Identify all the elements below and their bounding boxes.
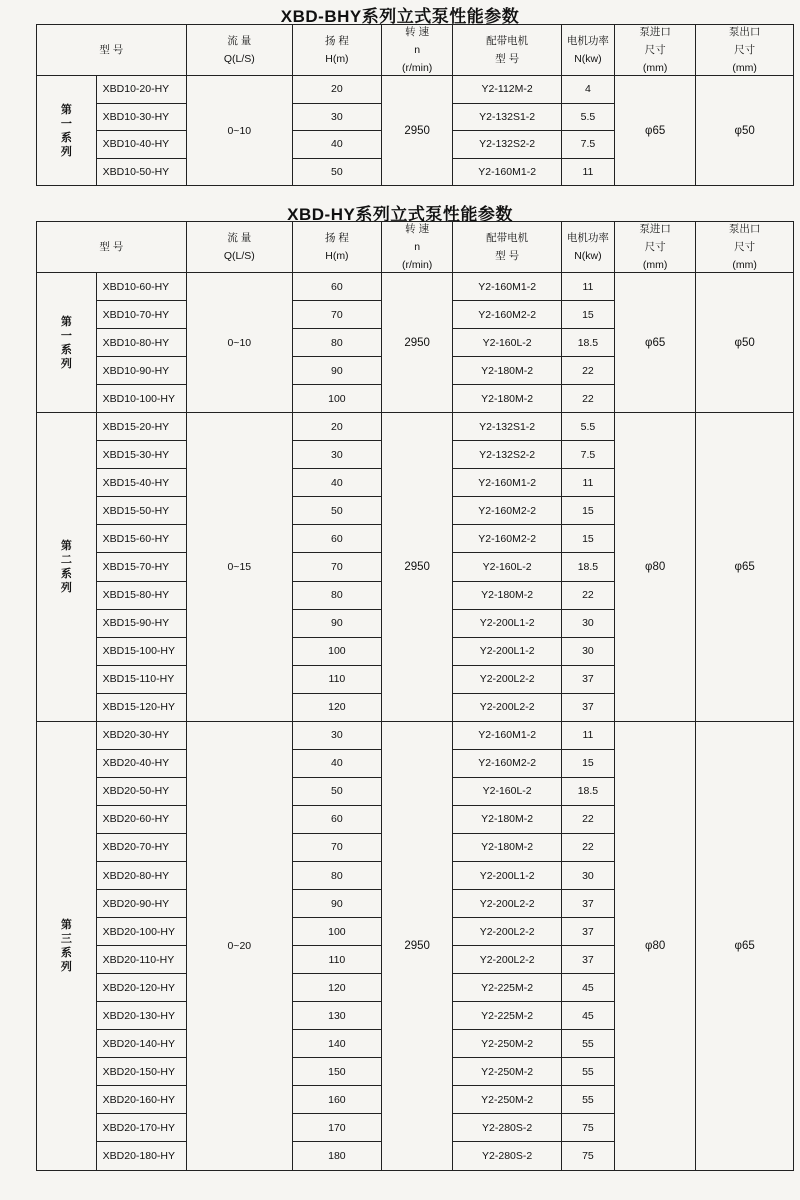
flow-cell: 0~10 (186, 273, 292, 413)
motor-cell: Y2-180M-2 (453, 581, 561, 609)
head-cell: 30 (292, 441, 381, 469)
head-cell: 50 (292, 497, 381, 525)
model-cell: XBD10-90-HY (96, 357, 186, 385)
head-cell: 40 (292, 131, 381, 159)
model-cell: XBD15-60-HY (96, 525, 186, 553)
table-row (37, 721, 794, 749)
head-header-head-unit: H(m) (325, 250, 349, 262)
speed-header (381, 222, 453, 273)
power-cell: 37 (561, 918, 614, 946)
head-cell: 130 (292, 1002, 381, 1030)
outlet-header-outlet-name: 泵出口 (728, 223, 761, 235)
power-cell: 37 (561, 665, 614, 693)
header-row (37, 25, 794, 76)
series-label (37, 273, 97, 413)
motor-header-motor-name: 配带电机 (486, 232, 529, 244)
power-header-power-name: 电机功率 (566, 35, 609, 47)
model-cell: XBD10-30-HY (96, 103, 186, 131)
power-cell: 55 (561, 1086, 614, 1114)
head-cell: 20 (292, 413, 381, 441)
model-cell: XBD15-110-HY (96, 665, 186, 693)
head-cell: 20 (292, 76, 381, 104)
series-char: 系 (60, 131, 72, 144)
power-cell: 22 (561, 385, 614, 413)
model-header (37, 25, 187, 76)
model-cell: XBD20-150-HY (96, 1058, 186, 1086)
motor-cell: Y2-200L1-2 (453, 609, 561, 637)
motor-cell: Y2-132S1-2 (453, 413, 561, 441)
inlet-header-inlet-name: 泵进口 (639, 26, 671, 38)
inlet-cell: φ65 (615, 76, 696, 186)
model-cell: XBD20-90-HY (96, 890, 186, 918)
power-cell: 11 (561, 721, 614, 749)
power-cell: 45 (561, 974, 614, 1002)
header-row (37, 222, 794, 273)
motor-cell: Y2-112M-2 (453, 76, 561, 104)
model-cell: XBD10-80-HY (96, 329, 186, 357)
inlet-cell: φ80 (615, 721, 696, 1170)
motor-cell: Y2-250M-2 (453, 1030, 561, 1058)
outlet-header-outlet-name: 泵出口 (728, 26, 761, 38)
power-cell: 5.5 (561, 103, 614, 131)
model-cell: XBD20-180-HY (96, 1142, 186, 1170)
power-header-power-unit: N(kw) (574, 250, 602, 262)
motor-cell: Y2-250M-2 (453, 1058, 561, 1086)
model-cell: XBD20-120-HY (96, 974, 186, 1002)
inlet-header-inlet-name: 泵进口 (639, 223, 671, 235)
head-cell: 80 (292, 581, 381, 609)
model-cell: XBD20-70-HY (96, 833, 186, 861)
outlet-cell: φ65 (696, 413, 794, 722)
model-header-label: 型 号 (99, 44, 124, 56)
head-cell: 90 (292, 357, 381, 385)
head-cell: 70 (292, 301, 381, 329)
head-cell: 70 (292, 833, 381, 861)
motor-cell: Y2-160M2-2 (453, 301, 561, 329)
head-cell: 110 (292, 946, 381, 974)
speed-header-speed-symbol: n (414, 44, 421, 56)
flow-header-flow-unit: Q(L/S) (223, 250, 255, 262)
motor-cell: Y2-160M1-2 (453, 721, 561, 749)
power-cell: 30 (561, 609, 614, 637)
power-cell: 11 (561, 469, 614, 497)
series-char: 系 (60, 567, 72, 580)
head-cell: 140 (292, 1030, 381, 1058)
motor-cell: Y2-200L2-2 (453, 918, 561, 946)
motor-header (453, 222, 561, 273)
power-cell: 45 (561, 1002, 614, 1030)
speed-cell: 2950 (381, 721, 453, 1170)
series-label (37, 413, 97, 722)
head-header-head-name: 扬 程 (324, 232, 349, 244)
model-cell: XBD20-110-HY (96, 946, 186, 974)
head-cell: 100 (292, 918, 381, 946)
model-cell: XBD20-100-HY (96, 918, 186, 946)
model-cell: XBD15-70-HY (96, 553, 186, 581)
power-cell: 5.5 (561, 413, 614, 441)
power-cell: 4 (561, 76, 614, 104)
head-cell: 80 (292, 861, 381, 889)
head-cell: 40 (292, 749, 381, 777)
motor-cell: Y2-280S-2 (453, 1114, 561, 1142)
model-cell: XBD10-60-HY (96, 273, 186, 301)
motor-cell: Y2-160L-2 (453, 553, 561, 581)
model-cell: XBD20-40-HY (96, 749, 186, 777)
head-header (292, 222, 381, 273)
series-char: 第 (60, 918, 72, 931)
model-cell: XBD20-160-HY (96, 1086, 186, 1114)
head-cell: 60 (292, 525, 381, 553)
head-header-head-name: 扬 程 (324, 35, 349, 47)
model-cell: XBD20-130-HY (96, 1002, 186, 1030)
motor-cell: Y2-160M2-2 (453, 749, 561, 777)
model-cell: XBD20-30-HY (96, 721, 186, 749)
series-char: 一 (60, 117, 72, 130)
table2-title: XBD-HY系列立式泵性能参数 (287, 205, 513, 224)
motor-cell: Y2-200L2-2 (453, 665, 561, 693)
motor-cell: Y2-180M-2 (453, 833, 561, 861)
motor-cell: Y2-160M1-2 (453, 469, 561, 497)
head-cell: 90 (292, 609, 381, 637)
motor-cell: Y2-132S1-2 (453, 103, 561, 131)
model-cell: XBD10-70-HY (96, 301, 186, 329)
inlet-header (615, 222, 696, 273)
power-header-power-name: 电机功率 (566, 232, 609, 244)
head-cell: 30 (292, 103, 381, 131)
model-cell: XBD15-80-HY (96, 581, 186, 609)
motor-cell: Y2-160M1-2 (453, 158, 561, 186)
motor-cell: Y2-160M2-2 (453, 525, 561, 553)
series-char: 系 (60, 946, 72, 959)
power-cell: 30 (561, 637, 614, 665)
power-cell: 11 (561, 158, 614, 186)
motor-cell: Y2-180M-2 (453, 385, 561, 413)
motor-cell: Y2-250M-2 (453, 1086, 561, 1114)
motor-cell: Y2-200L1-2 (453, 861, 561, 889)
model-cell: XBD15-30-HY (96, 441, 186, 469)
power-cell: 11 (561, 273, 614, 301)
outlet-header-outlet-unit: (mm) (732, 62, 757, 74)
power-cell: 22 (561, 357, 614, 385)
series-char: 第 (60, 315, 72, 328)
motor-cell: Y2-200L2-2 (453, 693, 561, 721)
head-cell: 160 (292, 1086, 381, 1114)
head-cell: 70 (292, 553, 381, 581)
model-cell: XBD10-50-HY (96, 158, 186, 186)
power-cell: 75 (561, 1142, 614, 1170)
model-cell: XBD15-90-HY (96, 609, 186, 637)
power-cell: 22 (561, 581, 614, 609)
table-row (37, 76, 794, 104)
head-cell: 110 (292, 665, 381, 693)
model-cell: XBD20-60-HY (96, 805, 186, 833)
model-cell: XBD20-140-HY (96, 1030, 186, 1058)
inlet-header-inlet-size: 尺寸 (644, 44, 666, 56)
flow-cell: 0~15 (186, 413, 292, 722)
power-header (561, 25, 614, 76)
speed-header-speed-symbol: n (414, 241, 421, 253)
table-row (37, 413, 794, 441)
motor-cell: Y2-180M-2 (453, 805, 561, 833)
series-char: 列 (60, 145, 72, 158)
series-char: 列 (60, 960, 72, 973)
inlet-cell: φ65 (615, 273, 696, 413)
inlet-header (615, 25, 696, 76)
power-cell: 18.5 (561, 553, 614, 581)
head-cell: 30 (292, 721, 381, 749)
inlet-header-inlet-size: 尺寸 (644, 241, 666, 253)
series-char: 一 (60, 329, 72, 342)
power-cell: 37 (561, 946, 614, 974)
flow-header-flow-unit: Q(L/S) (223, 53, 255, 65)
power-cell: 37 (561, 693, 614, 721)
power-cell: 18.5 (561, 777, 614, 805)
head-cell: 120 (292, 974, 381, 1002)
motor-cell: Y2-160L-2 (453, 329, 561, 357)
head-cell: 90 (292, 890, 381, 918)
model-header (37, 222, 187, 273)
power-cell: 22 (561, 833, 614, 861)
motor-cell: Y2-200L2-2 (453, 946, 561, 974)
power-cell: 7.5 (561, 131, 614, 159)
head-cell: 50 (292, 158, 381, 186)
power-cell: 15 (561, 525, 614, 553)
motor-cell: Y2-132S2-2 (453, 131, 561, 159)
model-cell: XBD15-50-HY (96, 497, 186, 525)
power-cell: 30 (561, 861, 614, 889)
outlet-header-outlet-unit: (mm) (732, 259, 757, 271)
series-char: 列 (60, 581, 72, 594)
series-char: 系 (60, 343, 72, 356)
model-cell: XBD20-170-HY (96, 1114, 186, 1142)
table2 (36, 221, 794, 1171)
motor-cell: Y2-225M-2 (453, 974, 561, 1002)
model-cell: XBD20-50-HY (96, 777, 186, 805)
model-cell: XBD10-20-HY (96, 76, 186, 104)
outlet-header-outlet-size: 尺寸 (734, 241, 756, 253)
model-cell: XBD10-40-HY (96, 131, 186, 159)
series-char: 第 (60, 539, 72, 552)
outlet-header (696, 222, 794, 273)
model-cell: XBD20-80-HY (96, 861, 186, 889)
motor-cell: Y2-160L-2 (453, 777, 561, 805)
speed-header-speed-name: 转 速 (405, 223, 430, 235)
motor-header-motor-model: 型 号 (495, 250, 520, 262)
head-cell: 170 (292, 1114, 381, 1142)
speed-header-speed-unit: (r/min) (401, 62, 433, 74)
head-cell: 120 (292, 693, 381, 721)
flow-cell: 0~20 (186, 721, 292, 1170)
head-cell: 50 (292, 777, 381, 805)
inlet-header-inlet-unit: (mm) (642, 62, 668, 74)
speed-header-speed-unit: (r/min) (401, 259, 433, 271)
motor-cell: Y2-160M2-2 (453, 497, 561, 525)
series-label (37, 76, 97, 186)
speed-header-speed-name: 转 速 (405, 26, 430, 38)
motor-cell: Y2-280S-2 (453, 1142, 561, 1170)
head-cell: 150 (292, 1058, 381, 1086)
table-row (37, 273, 794, 301)
speed-cell: 2950 (381, 413, 453, 722)
power-cell: 7.5 (561, 441, 614, 469)
outlet-header-outlet-size: 尺寸 (734, 44, 756, 56)
flow-header-flow-name: 流 量 (227, 232, 252, 244)
power-cell: 18.5 (561, 329, 614, 357)
power-cell: 15 (561, 749, 614, 777)
head-cell: 60 (292, 273, 381, 301)
motor-header-motor-name: 配带电机 (486, 35, 529, 47)
power-cell: 15 (561, 497, 614, 525)
table1-title: XBD-BHY系列立式泵性能参数 (280, 7, 520, 26)
head-cell: 100 (292, 385, 381, 413)
power-cell: 37 (561, 890, 614, 918)
inlet-header-inlet-unit: (mm) (642, 259, 668, 271)
outlet-cell: φ50 (696, 273, 794, 413)
series-label (37, 721, 97, 1170)
model-header-label: 型 号 (99, 241, 124, 253)
flow-header (186, 25, 292, 76)
inlet-cell: φ80 (615, 413, 696, 722)
power-header-power-unit: N(kw) (574, 53, 602, 65)
speed-cell: 2950 (381, 76, 453, 186)
flow-header-flow-name: 流 量 (227, 35, 252, 47)
series-char: 第 (60, 103, 72, 116)
model-cell: XBD15-40-HY (96, 469, 186, 497)
motor-cell: Y2-200L1-2 (453, 637, 561, 665)
motor-cell: Y2-180M-2 (453, 357, 561, 385)
model-cell: XBD15-100-HY (96, 637, 186, 665)
head-header (292, 25, 381, 76)
power-cell: 22 (561, 805, 614, 833)
head-cell: 180 (292, 1142, 381, 1170)
speed-cell: 2950 (381, 273, 453, 413)
motor-cell: Y2-160M1-2 (453, 273, 561, 301)
flow-cell: 0~10 (186, 76, 292, 186)
model-cell: XBD10-100-HY (96, 385, 186, 413)
outlet-cell: φ50 (696, 76, 794, 186)
flow-header (186, 222, 292, 273)
head-cell: 40 (292, 469, 381, 497)
outlet-cell: φ65 (696, 721, 794, 1170)
power-cell: 55 (561, 1030, 614, 1058)
head-cell: 100 (292, 637, 381, 665)
outlet-header (696, 25, 794, 76)
model-cell: XBD15-20-HY (96, 413, 186, 441)
motor-header-motor-model: 型 号 (495, 53, 520, 65)
speed-header (381, 25, 453, 76)
motor-header (453, 25, 561, 76)
head-cell: 80 (292, 329, 381, 357)
power-cell: 75 (561, 1114, 614, 1142)
motor-cell: Y2-200L2-2 (453, 890, 561, 918)
series-char: 二 (60, 553, 72, 566)
head-header-head-unit: H(m) (325, 53, 349, 65)
motor-cell: Y2-225M-2 (453, 1002, 561, 1030)
power-cell: 15 (561, 301, 614, 329)
head-cell: 60 (292, 805, 381, 833)
power-header (561, 222, 614, 273)
series-char: 三 (60, 932, 72, 945)
power-cell: 55 (561, 1058, 614, 1086)
motor-cell: Y2-132S2-2 (453, 441, 561, 469)
table1 (36, 24, 794, 186)
series-char: 列 (60, 357, 72, 370)
model-cell: XBD15-120-HY (96, 693, 186, 721)
